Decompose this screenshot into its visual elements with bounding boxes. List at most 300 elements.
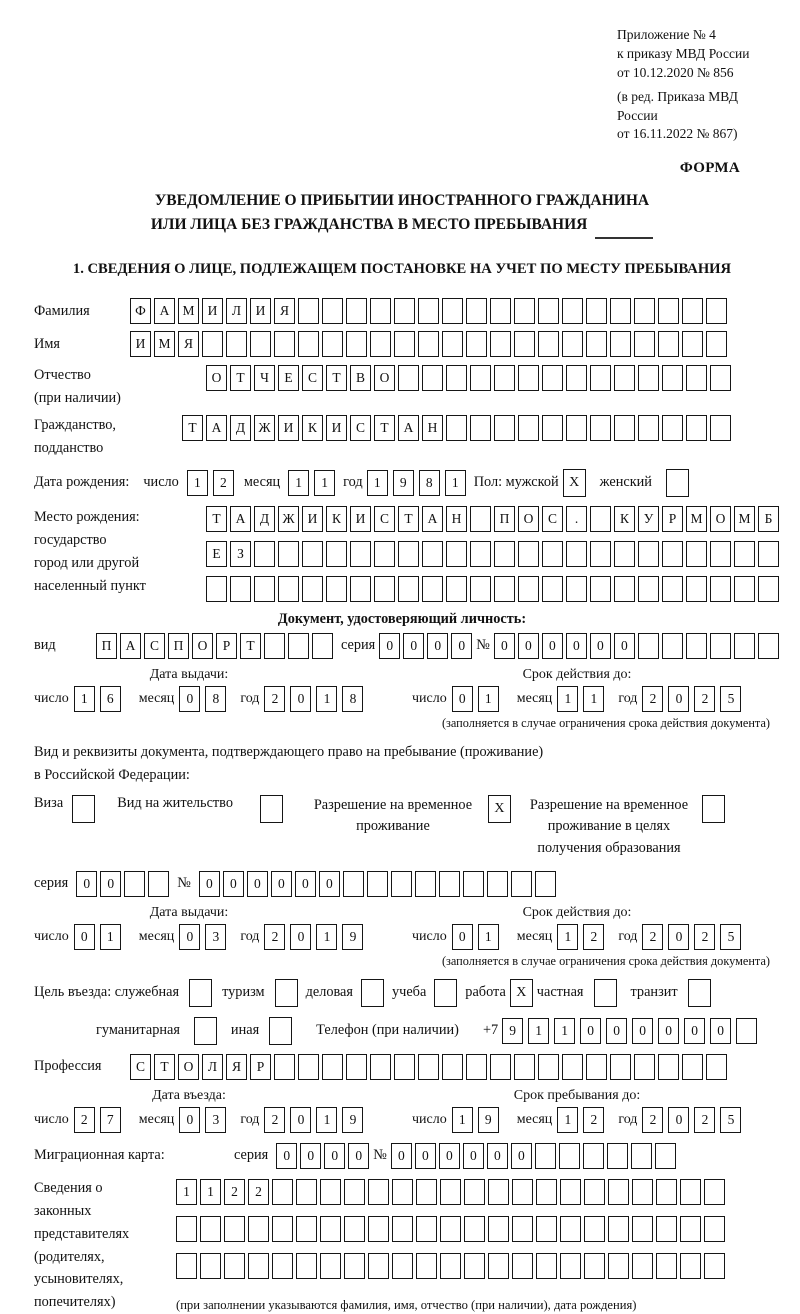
form-cell[interactable]: [272, 1253, 293, 1279]
form-cell[interactable]: [487, 871, 508, 897]
form-cell[interactable]: [394, 331, 415, 357]
form-cell[interactable]: А: [206, 415, 227, 441]
form-cell[interactable]: [706, 1054, 727, 1080]
form-cell[interactable]: [610, 331, 631, 357]
form-cell[interactable]: [680, 1179, 701, 1205]
form-cell[interactable]: [470, 415, 491, 441]
form-cell[interactable]: 0: [324, 1143, 345, 1169]
form-cell[interactable]: 0: [290, 924, 311, 950]
checkbox-delovaya[interactable]: [361, 979, 384, 1007]
form-cell[interactable]: Т: [326, 365, 347, 391]
form-cell[interactable]: Р: [662, 506, 683, 532]
form-cell[interactable]: Т: [206, 506, 227, 532]
form-cell[interactable]: [322, 298, 343, 324]
form-cell[interactable]: 0: [606, 1018, 627, 1044]
form-cell[interactable]: 2: [642, 1107, 663, 1133]
form-cell[interactable]: [536, 1216, 557, 1242]
form-cell[interactable]: [535, 871, 556, 897]
form-cell[interactable]: [634, 331, 655, 357]
form-cell[interactable]: Я: [274, 298, 295, 324]
form-cell[interactable]: П: [494, 506, 515, 532]
form-cell[interactable]: Т: [240, 633, 261, 659]
form-cell[interactable]: [398, 365, 419, 391]
form-cell[interactable]: 0: [247, 871, 268, 897]
form-cell[interactable]: 0: [290, 686, 311, 712]
form-cell[interactable]: [542, 576, 563, 602]
form-cell[interactable]: И: [326, 415, 347, 441]
form-cell[interactable]: [734, 576, 755, 602]
form-cell[interactable]: [200, 1253, 221, 1279]
form-cell[interactable]: Л: [226, 298, 247, 324]
form-cell[interactable]: [758, 576, 779, 602]
checkbox-turizm[interactable]: [275, 979, 298, 1007]
form-cell[interactable]: 0: [427, 633, 448, 659]
form-cell[interactable]: [608, 1253, 629, 1279]
form-cell[interactable]: 8: [205, 686, 226, 712]
form-cell[interactable]: [535, 1143, 556, 1169]
form-cell[interactable]: [440, 1179, 461, 1205]
form-cell[interactable]: [560, 1216, 581, 1242]
form-cell[interactable]: 1: [452, 1107, 473, 1133]
form-cell[interactable]: 1: [528, 1018, 549, 1044]
form-cell[interactable]: 2: [264, 1107, 285, 1133]
form-cell[interactable]: [326, 576, 347, 602]
form-cell[interactable]: 1: [445, 470, 466, 496]
form-cell[interactable]: [250, 331, 271, 357]
form-cell[interactable]: 1: [478, 924, 499, 950]
form-cell[interactable]: [704, 1179, 725, 1205]
form-cell[interactable]: [368, 1253, 389, 1279]
form-cell[interactable]: 0: [76, 871, 97, 897]
form-cell[interactable]: 3: [205, 924, 226, 950]
form-cell[interactable]: 0: [463, 1143, 484, 1169]
form-cell[interactable]: 1: [554, 1018, 575, 1044]
form-cell[interactable]: 0: [451, 633, 472, 659]
form-cell[interactable]: [350, 576, 371, 602]
form-cell[interactable]: И: [202, 298, 223, 324]
form-cell[interactable]: Т: [374, 415, 395, 441]
form-cell[interactable]: [682, 298, 703, 324]
form-cell[interactable]: [418, 1054, 439, 1080]
form-cell[interactable]: И: [278, 415, 299, 441]
form-cell[interactable]: Л: [202, 1054, 223, 1080]
form-cell[interactable]: [226, 331, 247, 357]
checkbox-gumanitarnaya[interactable]: [194, 1017, 217, 1045]
form-cell[interactable]: [662, 415, 683, 441]
form-cell[interactable]: [322, 1054, 343, 1080]
form-cell[interactable]: [656, 1216, 677, 1242]
form-cell[interactable]: С: [302, 365, 323, 391]
checkbox-rabota[interactable]: X: [510, 979, 533, 1007]
form-cell[interactable]: 2: [583, 1107, 604, 1133]
form-cell[interactable]: 1: [316, 686, 337, 712]
form-cell[interactable]: [514, 1054, 535, 1080]
form-cell[interactable]: И: [130, 331, 151, 357]
form-cell[interactable]: [586, 1054, 607, 1080]
form-cell[interactable]: [656, 1179, 677, 1205]
form-cell[interactable]: С: [350, 415, 371, 441]
form-cell[interactable]: 8: [419, 470, 440, 496]
form-cell[interactable]: 0: [511, 1143, 532, 1169]
form-cell[interactable]: [148, 871, 169, 897]
form-cell[interactable]: [638, 541, 659, 567]
checkbox-residence-permit[interactable]: [260, 795, 283, 823]
form-cell[interactable]: А: [398, 415, 419, 441]
form-cell[interactable]: [392, 1179, 413, 1205]
form-cell[interactable]: [682, 331, 703, 357]
form-cell[interactable]: 2: [74, 1107, 95, 1133]
form-cell[interactable]: [686, 415, 707, 441]
form-cell[interactable]: [446, 541, 467, 567]
form-cell[interactable]: М: [178, 298, 199, 324]
form-cell[interactable]: 3: [205, 1107, 226, 1133]
form-cell[interactable]: [370, 298, 391, 324]
form-cell[interactable]: [566, 541, 587, 567]
form-cell[interactable]: [224, 1216, 245, 1242]
checkbox-inaya[interactable]: [269, 1017, 292, 1045]
form-cell[interactable]: 0: [632, 1018, 653, 1044]
form-cell[interactable]: [488, 1179, 509, 1205]
form-cell[interactable]: Н: [422, 415, 443, 441]
form-cell[interactable]: [542, 365, 563, 391]
form-cell[interactable]: [607, 1143, 628, 1169]
form-cell[interactable]: 2: [694, 924, 715, 950]
form-cell[interactable]: 0: [668, 686, 689, 712]
form-cell[interactable]: [614, 365, 635, 391]
form-cell[interactable]: И: [250, 298, 271, 324]
form-cell[interactable]: М: [734, 506, 755, 532]
form-cell[interactable]: [248, 1216, 269, 1242]
form-cell[interactable]: [176, 1253, 197, 1279]
form-cell[interactable]: [470, 541, 491, 567]
form-cell[interactable]: [638, 576, 659, 602]
form-cell[interactable]: [391, 871, 412, 897]
form-cell[interactable]: [440, 1253, 461, 1279]
form-cell[interactable]: [758, 541, 779, 567]
form-cell[interactable]: [442, 1054, 463, 1080]
form-cell[interactable]: [302, 576, 323, 602]
form-cell[interactable]: 2: [583, 924, 604, 950]
form-cell[interactable]: С: [374, 506, 395, 532]
form-cell[interactable]: [566, 576, 587, 602]
form-cell[interactable]: 0: [391, 1143, 412, 1169]
form-cell[interactable]: [586, 331, 607, 357]
form-cell[interactable]: 0: [290, 1107, 311, 1133]
form-cell[interactable]: [320, 1216, 341, 1242]
form-cell[interactable]: Н: [446, 506, 467, 532]
form-cell[interactable]: П: [96, 633, 117, 659]
form-cell[interactable]: [562, 1054, 583, 1080]
form-cell[interactable]: 0: [566, 633, 587, 659]
form-cell[interactable]: [655, 1143, 676, 1169]
form-cell[interactable]: М: [154, 331, 175, 357]
form-cell[interactable]: К: [302, 415, 323, 441]
form-cell[interactable]: [710, 365, 731, 391]
form-cell[interactable]: [470, 365, 491, 391]
form-cell[interactable]: 6: [100, 686, 121, 712]
form-cell[interactable]: К: [326, 506, 347, 532]
form-cell[interactable]: Е: [206, 541, 227, 567]
form-cell[interactable]: [422, 541, 443, 567]
checkbox-chastnaya[interactable]: [594, 979, 617, 1007]
form-cell[interactable]: [512, 1216, 533, 1242]
form-cell[interactable]: [322, 331, 343, 357]
form-cell[interactable]: 2: [213, 470, 234, 496]
form-cell[interactable]: [466, 331, 487, 357]
form-cell[interactable]: О: [178, 1054, 199, 1080]
form-cell[interactable]: 0: [487, 1143, 508, 1169]
form-cell[interactable]: [538, 1054, 559, 1080]
form-cell[interactable]: [398, 576, 419, 602]
form-cell[interactable]: [488, 1216, 509, 1242]
form-cell[interactable]: [488, 1253, 509, 1279]
form-cell[interactable]: [518, 541, 539, 567]
form-cell[interactable]: 1: [367, 470, 388, 496]
form-cell[interactable]: 0: [542, 633, 563, 659]
form-cell[interactable]: [610, 1054, 631, 1080]
form-cell[interactable]: А: [422, 506, 443, 532]
form-cell[interactable]: [632, 1216, 653, 1242]
form-cell[interactable]: [415, 871, 436, 897]
form-cell[interactable]: Б: [758, 506, 779, 532]
form-cell[interactable]: [298, 298, 319, 324]
form-cell[interactable]: 1: [288, 470, 309, 496]
form-cell[interactable]: 2: [642, 924, 663, 950]
form-cell[interactable]: [710, 541, 731, 567]
form-cell[interactable]: [296, 1179, 317, 1205]
form-cell[interactable]: 9: [502, 1018, 523, 1044]
form-cell[interactable]: П: [168, 633, 189, 659]
form-cell[interactable]: [538, 331, 559, 357]
checkbox-ucheba[interactable]: [434, 979, 457, 1007]
form-cell[interactable]: [614, 576, 635, 602]
form-cell[interactable]: [368, 1216, 389, 1242]
form-cell[interactable]: [680, 1253, 701, 1279]
form-cell[interactable]: Р: [216, 633, 237, 659]
form-cell[interactable]: [466, 298, 487, 324]
form-cell[interactable]: 1: [316, 924, 337, 950]
form-cell[interactable]: [494, 541, 515, 567]
form-cell[interactable]: [288, 633, 309, 659]
form-cell[interactable]: 0: [348, 1143, 369, 1169]
form-cell[interactable]: 0: [379, 633, 400, 659]
form-cell[interactable]: [632, 1179, 653, 1205]
form-cell[interactable]: Д: [254, 506, 275, 532]
form-cell[interactable]: И: [350, 506, 371, 532]
form-cell[interactable]: [608, 1179, 629, 1205]
form-cell[interactable]: [662, 541, 683, 567]
form-cell[interactable]: [518, 576, 539, 602]
checkbox-visa[interactable]: [72, 795, 95, 823]
form-cell[interactable]: 0: [300, 1143, 321, 1169]
form-cell[interactable]: [704, 1253, 725, 1279]
form-cell[interactable]: [706, 331, 727, 357]
form-cell[interactable]: [559, 1143, 580, 1169]
form-cell[interactable]: 2: [694, 686, 715, 712]
form-cell[interactable]: [586, 298, 607, 324]
form-cell[interactable]: [418, 298, 439, 324]
form-cell[interactable]: [320, 1253, 341, 1279]
form-cell[interactable]: [584, 1253, 605, 1279]
form-cell[interactable]: [346, 298, 367, 324]
form-cell[interactable]: [490, 1054, 511, 1080]
form-cell[interactable]: [562, 298, 583, 324]
checkbox-rvp-education[interactable]: [702, 795, 725, 823]
form-cell[interactable]: [706, 298, 727, 324]
form-cell[interactable]: [560, 1253, 581, 1279]
form-cell[interactable]: [566, 415, 587, 441]
form-cell[interactable]: [518, 365, 539, 391]
form-cell[interactable]: [686, 633, 707, 659]
form-cell[interactable]: [202, 331, 223, 357]
form-cell[interactable]: З: [230, 541, 251, 567]
form-cell[interactable]: [446, 415, 467, 441]
form-cell[interactable]: 2: [248, 1179, 269, 1205]
checkbox-female[interactable]: [666, 469, 689, 497]
form-cell[interactable]: [394, 1054, 415, 1080]
form-cell[interactable]: Д: [230, 415, 251, 441]
form-cell[interactable]: [418, 331, 439, 357]
form-cell[interactable]: [464, 1253, 485, 1279]
form-cell[interactable]: [374, 541, 395, 567]
form-cell[interactable]: М: [686, 506, 707, 532]
form-cell[interactable]: О: [192, 633, 213, 659]
checkbox-tranzit[interactable]: [688, 979, 711, 1007]
form-cell[interactable]: [656, 1253, 677, 1279]
form-cell[interactable]: 0: [403, 633, 424, 659]
form-cell[interactable]: 0: [494, 633, 515, 659]
form-cell[interactable]: 2: [694, 1107, 715, 1133]
form-cell[interactable]: С: [130, 1054, 151, 1080]
form-cell[interactable]: 0: [580, 1018, 601, 1044]
form-cell[interactable]: [686, 541, 707, 567]
form-cell[interactable]: 0: [74, 924, 95, 950]
form-cell[interactable]: [638, 365, 659, 391]
form-cell[interactable]: [511, 871, 532, 897]
form-cell[interactable]: 1: [100, 924, 121, 950]
form-cell[interactable]: [590, 415, 611, 441]
form-cell[interactable]: Ч: [254, 365, 275, 391]
form-cell[interactable]: [590, 576, 611, 602]
form-cell[interactable]: В: [350, 365, 371, 391]
form-cell[interactable]: [298, 1054, 319, 1080]
form-cell[interactable]: 0: [276, 1143, 297, 1169]
form-cell[interactable]: [370, 1054, 391, 1080]
form-cell[interactable]: [538, 298, 559, 324]
form-cell[interactable]: 2: [224, 1179, 245, 1205]
form-cell[interactable]: 0: [179, 1107, 200, 1133]
form-cell[interactable]: [590, 365, 611, 391]
form-cell[interactable]: Т: [230, 365, 251, 391]
form-cell[interactable]: [296, 1253, 317, 1279]
form-cell[interactable]: [463, 871, 484, 897]
form-cell[interactable]: [343, 871, 364, 897]
form-cell[interactable]: 0: [710, 1018, 731, 1044]
form-cell[interactable]: [350, 541, 371, 567]
form-cell[interactable]: 1: [316, 1107, 337, 1133]
checkbox-male[interactable]: X: [563, 469, 586, 497]
form-cell[interactable]: [710, 576, 731, 602]
form-cell[interactable]: 1: [583, 686, 604, 712]
form-cell[interactable]: И: [302, 506, 323, 532]
form-cell[interactable]: [632, 1253, 653, 1279]
form-cell[interactable]: [442, 331, 463, 357]
form-cell[interactable]: 0: [271, 871, 292, 897]
form-cell[interactable]: [584, 1216, 605, 1242]
form-cell[interactable]: [394, 298, 415, 324]
form-cell[interactable]: А: [230, 506, 251, 532]
form-cell[interactable]: 0: [179, 924, 200, 950]
form-cell[interactable]: [296, 1216, 317, 1242]
form-cell[interactable]: 0: [199, 871, 220, 897]
form-cell[interactable]: Т: [154, 1054, 175, 1080]
form-cell[interactable]: [312, 633, 333, 659]
form-cell[interactable]: [274, 331, 295, 357]
form-cell[interactable]: [392, 1216, 413, 1242]
form-cell[interactable]: Т: [182, 415, 203, 441]
form-cell[interactable]: 9: [478, 1107, 499, 1133]
form-cell[interactable]: [200, 1216, 221, 1242]
form-cell[interactable]: [658, 1054, 679, 1080]
form-cell[interactable]: [658, 331, 679, 357]
checkbox-sluzhebnaya[interactable]: [189, 979, 212, 1007]
form-cell[interactable]: [638, 415, 659, 441]
form-cell[interactable]: [662, 365, 683, 391]
form-cell[interactable]: [470, 576, 491, 602]
form-cell[interactable]: [680, 1216, 701, 1242]
form-cell[interactable]: [367, 871, 388, 897]
form-cell[interactable]: [590, 506, 611, 532]
form-cell[interactable]: [514, 298, 535, 324]
form-cell[interactable]: [326, 541, 347, 567]
form-cell[interactable]: [490, 331, 511, 357]
form-cell[interactable]: [230, 576, 251, 602]
form-cell[interactable]: Ж: [278, 506, 299, 532]
form-cell[interactable]: 0: [179, 686, 200, 712]
form-cell[interactable]: [736, 1018, 757, 1044]
form-cell[interactable]: С: [144, 633, 165, 659]
form-cell[interactable]: [398, 541, 419, 567]
form-cell[interactable]: 0: [319, 871, 340, 897]
form-cell[interactable]: 0: [590, 633, 611, 659]
form-cell[interactable]: 1: [74, 686, 95, 712]
form-cell[interactable]: 1: [314, 470, 335, 496]
form-cell[interactable]: [298, 331, 319, 357]
form-cell[interactable]: [422, 576, 443, 602]
form-cell[interactable]: [662, 576, 683, 602]
form-cell[interactable]: [682, 1054, 703, 1080]
form-cell[interactable]: [370, 331, 391, 357]
form-cell[interactable]: [466, 1054, 487, 1080]
form-cell[interactable]: [512, 1253, 533, 1279]
form-cell[interactable]: [446, 576, 467, 602]
checkbox-rvp[interactable]: X: [488, 795, 511, 823]
form-cell[interactable]: [422, 365, 443, 391]
form-cell[interactable]: [566, 365, 587, 391]
form-cell[interactable]: О: [518, 506, 539, 532]
form-cell[interactable]: [416, 1216, 437, 1242]
form-cell[interactable]: О: [374, 365, 395, 391]
form-cell[interactable]: 1: [557, 924, 578, 950]
form-cell[interactable]: [734, 541, 755, 567]
form-cell[interactable]: [658, 298, 679, 324]
form-cell[interactable]: [536, 1179, 557, 1205]
form-cell[interactable]: [346, 1054, 367, 1080]
form-cell[interactable]: [464, 1216, 485, 1242]
form-cell[interactable]: [634, 1054, 655, 1080]
form-cell[interactable]: [320, 1179, 341, 1205]
form-cell[interactable]: 5: [720, 924, 741, 950]
